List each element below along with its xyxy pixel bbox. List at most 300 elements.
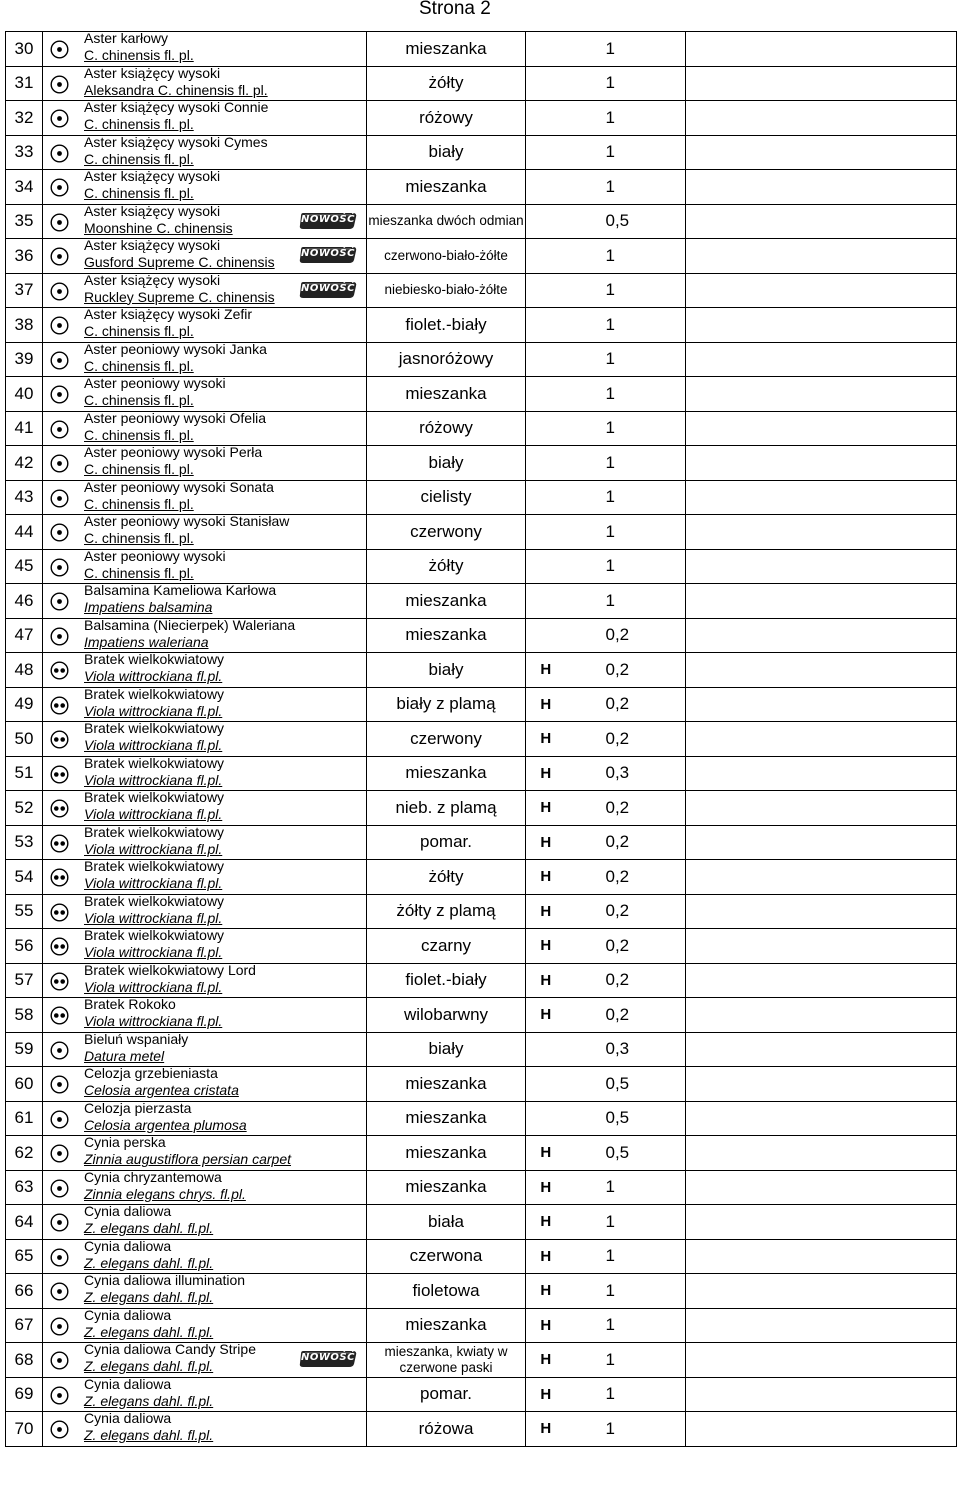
single-dot-circle-icon xyxy=(50,1144,69,1163)
row-description xyxy=(43,101,367,136)
row-number: 58 xyxy=(6,998,43,1033)
row-description xyxy=(43,1239,367,1274)
color-cell: czerwona xyxy=(367,1239,526,1274)
table-row xyxy=(6,1412,957,1447)
page-label: Strona 2 xyxy=(419,0,491,19)
plant-name: Bratek Rokoko xyxy=(84,997,176,1012)
quantity-cell: 1 xyxy=(566,1308,686,1343)
color-cell: czarny xyxy=(367,929,526,964)
h-marker: H xyxy=(526,825,566,860)
latin-name: Z. elegans dahl. fl.pl. xyxy=(84,1289,214,1305)
quantity-cell: 1 xyxy=(566,584,686,619)
latin-name: C. chinensis fl. pl. xyxy=(84,392,194,408)
empty-cell xyxy=(686,308,957,343)
single-dot-circle-icon xyxy=(50,316,69,335)
color-cell: żółty xyxy=(367,549,526,584)
latin-name: Z. elegans dahl. fl.pl. xyxy=(84,1323,214,1340)
table-row xyxy=(6,377,957,412)
color-cell: mieszanka xyxy=(367,377,526,412)
color-cell: fiolet.-biały xyxy=(367,963,526,998)
empty-cell xyxy=(686,66,957,101)
row-number: 66 xyxy=(6,1274,43,1309)
plant-name: Bratek wielkokwiatowy xyxy=(84,756,225,771)
double-dot-circle-icon xyxy=(50,937,69,956)
color-cell: mieszanka xyxy=(367,1136,526,1171)
row-number: 42 xyxy=(6,446,43,481)
empty-cell xyxy=(686,239,957,274)
single-dot-circle-icon xyxy=(50,558,69,577)
h-marker xyxy=(526,377,566,412)
row-number: 61 xyxy=(6,1101,43,1136)
empty-cell xyxy=(686,377,957,412)
row-number: 44 xyxy=(6,515,43,550)
plant-name: Cynia chryzantemowa xyxy=(84,1170,222,1185)
table-row xyxy=(6,618,957,653)
empty-cell xyxy=(686,653,957,688)
new-badge-label: NOWOŚĆ xyxy=(301,248,355,259)
table-row xyxy=(6,963,957,998)
row-description xyxy=(43,860,367,895)
color-cell: mieszanka dwóch odmian xyxy=(367,204,526,239)
empty-cell xyxy=(686,1343,957,1378)
empty-cell xyxy=(686,963,957,998)
single-dot-circle-icon xyxy=(50,247,69,266)
latin-name: C. chinensis fl. pl. xyxy=(84,530,194,546)
double-dot-circle-icon xyxy=(50,730,69,749)
single-dot-circle-icon xyxy=(50,178,69,197)
row-description xyxy=(43,998,367,1033)
table-row xyxy=(6,791,957,826)
latin-name: Gusford Supreme C. chinensis xyxy=(84,254,275,270)
plant-name: Aster karłowy xyxy=(84,31,169,46)
h-marker xyxy=(526,1101,566,1136)
table-row xyxy=(6,1136,957,1171)
empty-cell xyxy=(686,687,957,722)
row-description xyxy=(43,894,367,929)
table-row xyxy=(6,170,957,205)
h-marker xyxy=(526,1067,566,1102)
row-description xyxy=(43,618,367,653)
color-cell: biały xyxy=(367,446,526,481)
quantity-cell: 0,5 xyxy=(566,1101,686,1136)
h-marker: H xyxy=(526,653,566,688)
empty-cell xyxy=(686,101,957,136)
row-number: 41 xyxy=(6,411,43,446)
latin-name: Viola wittrockiana fl.pl. xyxy=(84,771,223,788)
row-description xyxy=(43,929,367,964)
page-header xyxy=(0,0,960,32)
latin-name: Viola wittrockiana fl.pl. xyxy=(84,737,223,753)
empty-cell xyxy=(686,998,957,1033)
h-marker xyxy=(526,204,566,239)
table-row xyxy=(6,584,957,619)
plant-name: Balsamina (Niecierpek) Waleriana xyxy=(84,618,296,633)
row-description xyxy=(43,1343,367,1378)
color-cell: mieszanka xyxy=(367,170,526,205)
row-description xyxy=(43,1170,367,1205)
color-cell: różowy xyxy=(367,101,526,136)
single-dot-circle-icon xyxy=(50,385,69,404)
empty-cell xyxy=(686,135,957,170)
latin-name: Moonshine C. chinensis xyxy=(84,219,233,236)
row-description xyxy=(43,653,367,688)
plant-name: Aster peoniowy wysoki xyxy=(84,376,226,391)
quantity-cell: 0,2 xyxy=(566,722,686,757)
latin-name: Viola wittrockiana fl.pl. xyxy=(84,840,223,857)
single-dot-circle-icon xyxy=(50,1386,69,1405)
table-row xyxy=(6,860,957,895)
latin-name: Ruckley Supreme C. chinensis xyxy=(84,288,275,305)
double-dot-circle-icon xyxy=(50,1006,69,1025)
color-cell: mieszanka xyxy=(367,1067,526,1102)
table-row xyxy=(6,446,957,481)
new-badge-icon xyxy=(299,1350,357,1368)
empty-cell xyxy=(686,1136,957,1171)
row-number: 56 xyxy=(6,929,43,964)
empty-cell xyxy=(686,825,957,860)
plant-name: Aster książęcy wysoki xyxy=(84,66,221,81)
h-marker: H xyxy=(526,860,566,895)
plant-name: Bratek wielkokwiatowy xyxy=(84,825,225,840)
row-description xyxy=(43,66,367,101)
row-number: 55 xyxy=(6,894,43,929)
row-description xyxy=(43,825,367,860)
quantity-cell: 0,5 xyxy=(566,1067,686,1102)
table-row xyxy=(6,894,957,929)
h-marker xyxy=(526,446,566,481)
row-description xyxy=(43,446,367,481)
latin-name: Z. elegans dahl. fl.pl. xyxy=(84,1254,214,1271)
h-marker xyxy=(526,618,566,653)
row-number: 65 xyxy=(6,1239,43,1274)
color-cell: niebiesko-biało-żółte xyxy=(367,273,526,308)
plant-name: Cynia daliowa xyxy=(84,1239,172,1254)
latin-name: Zinnia elegans chrys. fl.pl. xyxy=(84,1185,246,1202)
quantity-cell: 0,3 xyxy=(566,1032,686,1067)
row-number: 33 xyxy=(6,135,43,170)
quantity-cell: 0,2 xyxy=(566,963,686,998)
single-dot-circle-icon xyxy=(50,523,69,542)
single-dot-circle-icon xyxy=(50,1179,69,1198)
new-badge-icon xyxy=(299,246,357,264)
plant-name: Aster peoniowy wysoki Stanisław xyxy=(84,514,290,529)
quantity-cell: 1 xyxy=(566,170,686,205)
table-row xyxy=(6,653,957,688)
color-cell: żółty xyxy=(367,860,526,895)
row-number: 46 xyxy=(6,584,43,619)
h-marker xyxy=(526,342,566,377)
table-row xyxy=(6,308,957,343)
empty-cell xyxy=(686,1101,957,1136)
empty-cell xyxy=(686,791,957,826)
h-marker xyxy=(526,411,566,446)
row-description xyxy=(43,204,367,239)
row-description xyxy=(43,1067,367,1102)
row-number: 51 xyxy=(6,756,43,791)
quantity-cell: 1 xyxy=(566,1343,686,1378)
plant-name: Aster peoniowy wysoki xyxy=(84,549,226,564)
color-cell: biały z plamą xyxy=(367,687,526,722)
plant-name: Balsamina Kameliowa Karłowa xyxy=(84,583,277,598)
single-dot-circle-icon xyxy=(50,282,69,301)
empty-cell xyxy=(686,411,957,446)
empty-cell xyxy=(686,1067,957,1102)
color-cell: fiolet.-biały xyxy=(367,308,526,343)
h-marker: H xyxy=(526,1308,566,1343)
double-dot-circle-icon xyxy=(50,799,69,818)
latin-name: Aleksandra C. chinensis fl. pl. xyxy=(84,81,268,98)
single-dot-circle-icon xyxy=(50,1282,69,1301)
latin-name: C. chinensis fl. pl. xyxy=(84,426,194,443)
table-row xyxy=(6,1377,957,1412)
single-dot-circle-icon xyxy=(50,1420,69,1439)
h-marker: H xyxy=(526,1343,566,1378)
single-dot-circle-icon xyxy=(50,1248,69,1267)
table-row xyxy=(6,342,957,377)
color-cell: żółty z plamą xyxy=(367,894,526,929)
quantity-cell: 1 xyxy=(566,446,686,481)
single-dot-circle-icon xyxy=(50,454,69,473)
plant-name: Cynia daliowa illumination xyxy=(84,1273,246,1288)
empty-cell xyxy=(686,1032,957,1067)
color-cell: biały xyxy=(367,135,526,170)
latin-name: Z. elegans dahl. fl.pl. xyxy=(84,1358,214,1374)
table-row xyxy=(6,135,957,170)
seed-table xyxy=(5,31,957,1447)
latin-name: C. chinensis fl. pl. xyxy=(84,323,194,339)
single-dot-circle-icon xyxy=(50,627,69,646)
row-number: 43 xyxy=(6,480,43,515)
latin-name: C. chinensis fl. pl. xyxy=(84,116,194,132)
table-row xyxy=(6,929,957,964)
row-description xyxy=(43,135,367,170)
empty-cell xyxy=(686,273,957,308)
color-cell: mieszanka, kwiaty w czerwone paski xyxy=(367,1343,526,1378)
row-number: 38 xyxy=(6,308,43,343)
single-dot-circle-icon xyxy=(50,1351,69,1370)
empty-cell xyxy=(686,618,957,653)
new-badge-label: NOWOŚĆ xyxy=(301,282,355,294)
row-description xyxy=(43,515,367,550)
empty-cell xyxy=(686,342,957,377)
row-number: 70 xyxy=(6,1412,43,1447)
quantity-cell: 0,2 xyxy=(566,929,686,964)
quantity-cell: 1 xyxy=(566,549,686,584)
color-cell: różowy xyxy=(367,411,526,446)
single-dot-circle-icon xyxy=(50,1075,69,1094)
quantity-cell: 1 xyxy=(566,239,686,274)
row-description xyxy=(43,273,367,308)
h-marker xyxy=(526,66,566,101)
row-description xyxy=(43,32,367,67)
plant-name: Cynia perska xyxy=(84,1135,166,1150)
plant-name: Cynia daliowa Candy Stripe xyxy=(84,1342,256,1357)
new-badge-icon xyxy=(299,212,357,230)
row-description xyxy=(43,377,367,412)
table-row xyxy=(6,1170,957,1205)
row-number: 34 xyxy=(6,170,43,205)
row-number: 39 xyxy=(6,342,43,377)
empty-cell xyxy=(686,584,957,619)
row-description xyxy=(43,480,367,515)
row-number: 52 xyxy=(6,791,43,826)
h-marker: H xyxy=(526,687,566,722)
table-row xyxy=(6,515,957,550)
row-number: 62 xyxy=(6,1136,43,1171)
table-row xyxy=(6,32,957,67)
latin-name: Datura metel xyxy=(84,1047,165,1064)
h-marker: H xyxy=(526,1136,566,1171)
empty-cell xyxy=(686,480,957,515)
latin-name: C. chinensis fl. pl. xyxy=(84,357,194,374)
h-marker: H xyxy=(526,1239,566,1274)
plant-name: Aster książęcy wysoki xyxy=(84,169,221,184)
row-description xyxy=(43,722,367,757)
row-number: 45 xyxy=(6,549,43,584)
color-cell: cielisty xyxy=(367,480,526,515)
quantity-cell: 1 xyxy=(566,308,686,343)
table-row xyxy=(6,273,957,308)
color-cell: biała xyxy=(367,1205,526,1240)
h-marker: H xyxy=(526,722,566,757)
h-marker xyxy=(526,308,566,343)
quantity-cell: 0,2 xyxy=(566,653,686,688)
latin-name: Viola wittrockiana fl.pl. xyxy=(84,875,223,891)
table-row xyxy=(6,1032,957,1067)
plant-name: Aster peoniowy wysoki Ofelia xyxy=(84,411,267,426)
color-cell: mieszanka xyxy=(367,1101,526,1136)
quantity-cell: 0,2 xyxy=(566,618,686,653)
color-cell: nieb. z plamą xyxy=(367,791,526,826)
h-marker xyxy=(526,135,566,170)
empty-cell xyxy=(686,929,957,964)
table-row xyxy=(6,687,957,722)
row-number: 63 xyxy=(6,1170,43,1205)
latin-name: Viola wittrockiana fl.pl. xyxy=(84,909,223,926)
row-description xyxy=(43,963,367,998)
row-number: 67 xyxy=(6,1308,43,1343)
single-dot-circle-icon xyxy=(50,109,69,128)
row-number: 48 xyxy=(6,653,43,688)
table-row xyxy=(6,101,957,136)
quantity-cell: 1 xyxy=(566,101,686,136)
row-description xyxy=(43,1308,367,1343)
h-marker: H xyxy=(526,998,566,1033)
table-row xyxy=(6,66,957,101)
h-marker xyxy=(526,584,566,619)
single-dot-circle-icon xyxy=(50,40,69,59)
row-description xyxy=(43,239,367,274)
color-cell: biały xyxy=(367,653,526,688)
h-marker: H xyxy=(526,929,566,964)
double-dot-circle-icon xyxy=(50,903,69,922)
quantity-cell: 0,2 xyxy=(566,687,686,722)
row-description xyxy=(43,1101,367,1136)
h-marker: H xyxy=(526,1274,566,1309)
row-number: 60 xyxy=(6,1067,43,1102)
quantity-cell: 1 xyxy=(566,515,686,550)
plant-name: Cynia daliowa xyxy=(84,1204,172,1219)
row-description xyxy=(43,584,367,619)
row-number: 35 xyxy=(6,204,43,239)
plant-name: Bratek wielkokwiatowy xyxy=(84,790,225,805)
quantity-cell: 1 xyxy=(566,135,686,170)
color-cell: czerwony xyxy=(367,722,526,757)
color-cell: jasnoróżowy xyxy=(367,342,526,377)
row-description xyxy=(43,756,367,791)
plant-name: Bieluń wspaniały xyxy=(84,1032,189,1047)
single-dot-circle-icon xyxy=(50,1213,69,1232)
quantity-cell: 0,2 xyxy=(566,860,686,895)
h-marker xyxy=(526,32,566,67)
row-description xyxy=(43,308,367,343)
new-badge-label: NOWOŚĆ xyxy=(301,1352,355,1363)
empty-cell xyxy=(686,1239,957,1274)
latin-name: Z. elegans dahl. fl.pl. xyxy=(84,1220,214,1236)
color-cell: fioletowa xyxy=(367,1274,526,1309)
h-marker: H xyxy=(526,1205,566,1240)
latin-name: Viola wittrockiana fl.pl. xyxy=(84,978,223,995)
table-row xyxy=(6,204,957,239)
quantity-cell: 0,2 xyxy=(566,791,686,826)
plant-name: Aster peoniowy wysoki Janka xyxy=(84,342,267,357)
double-dot-circle-icon xyxy=(50,661,69,680)
latin-name: Viola wittrockiana fl.pl. xyxy=(84,1013,223,1029)
table-row xyxy=(6,998,957,1033)
latin-name: Impatiens waleriana xyxy=(84,633,209,650)
row-number: 68 xyxy=(6,1343,43,1378)
latin-name: Viola wittrockiana fl.pl. xyxy=(84,668,223,684)
table-row xyxy=(6,825,957,860)
row-number: 47 xyxy=(6,618,43,653)
empty-cell xyxy=(686,860,957,895)
empty-cell xyxy=(686,446,957,481)
quantity-cell: 0,2 xyxy=(566,894,686,929)
plant-name: Bratek wielkokwiatowy xyxy=(84,721,225,736)
quantity-cell: 1 xyxy=(566,480,686,515)
latin-name: C. chinensis fl. pl. xyxy=(84,564,194,581)
h-marker xyxy=(526,480,566,515)
plant-name: Cynia daliowa xyxy=(84,1308,172,1323)
color-cell: mieszanka xyxy=(367,584,526,619)
table-row xyxy=(6,1274,957,1309)
row-number: 32 xyxy=(6,101,43,136)
double-dot-circle-icon xyxy=(50,696,69,715)
quantity-cell: 1 xyxy=(566,1412,686,1447)
row-description xyxy=(43,411,367,446)
row-number: 49 xyxy=(6,687,43,722)
single-dot-circle-icon xyxy=(50,213,69,232)
row-number: 30 xyxy=(6,32,43,67)
latin-name: Celosia argentea plumosa xyxy=(84,1116,247,1133)
color-cell: czerwony xyxy=(367,515,526,550)
empty-cell xyxy=(686,1377,957,1412)
h-marker xyxy=(526,1032,566,1067)
h-marker: H xyxy=(526,894,566,929)
plant-name: Bratek wielkokwiatowy xyxy=(84,928,225,943)
row-description xyxy=(43,1412,367,1447)
h-marker: H xyxy=(526,1170,566,1205)
double-dot-circle-icon xyxy=(50,868,69,887)
quantity-cell: 0,5 xyxy=(566,1136,686,1171)
table-row xyxy=(6,1239,957,1274)
row-number: 54 xyxy=(6,860,43,895)
plant-name: Aster książęcy wysoki Connie xyxy=(84,100,269,115)
color-cell: biały xyxy=(367,1032,526,1067)
quantity-cell: 1 xyxy=(566,411,686,446)
plant-name: Cynia daliowa xyxy=(84,1377,172,1392)
row-description xyxy=(43,549,367,584)
